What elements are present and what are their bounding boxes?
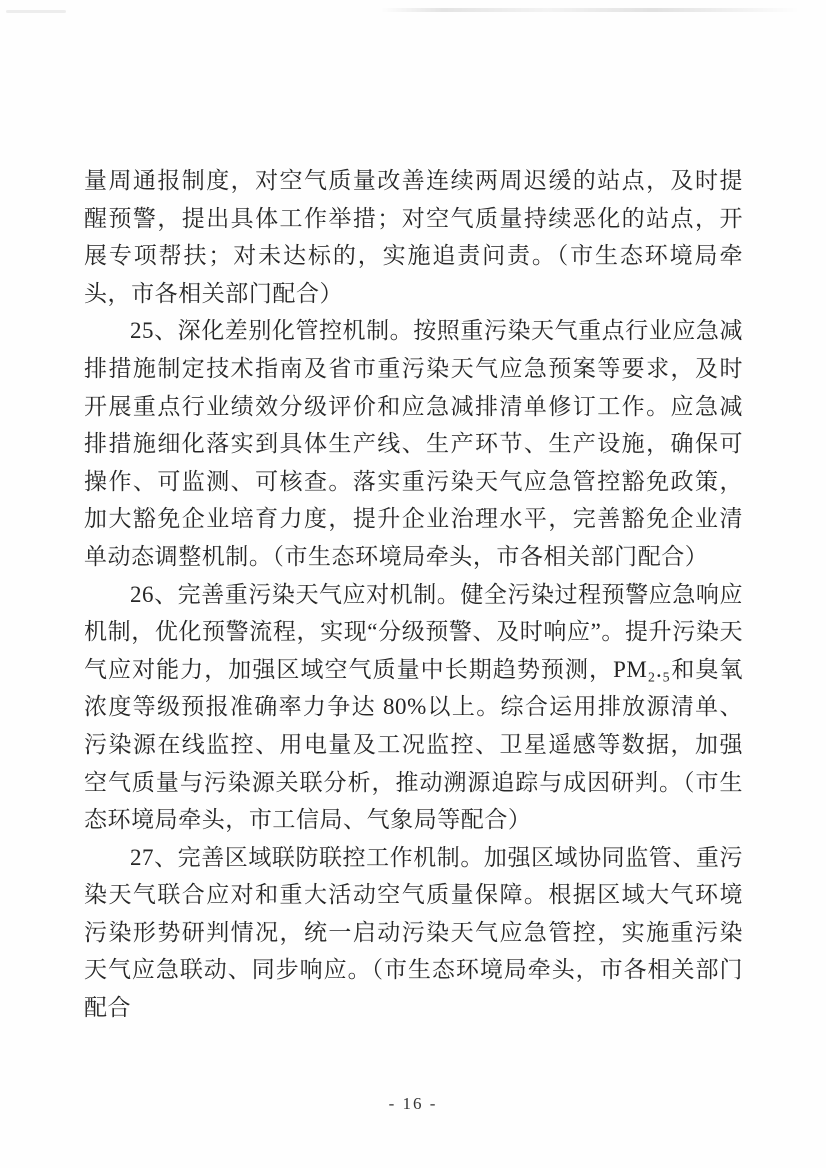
paragraph-item-27: 27、完善区域联防联控工作机制。加强区域协同监管、重污染天气联合应对和重大活动空气质量保障。根据区域大气环境污染形势研判情况，统一启动污染天气应急管控，实施重污染天气应急联动、同步响应。（市生态环境局牵头，市各相关部门配合 — [84, 844, 743, 1021]
paragraph-item-25: 25、深化差别化管控机制。按照重污染天气重点行业应急减排措施制定技术指南及省市重污染天气应急预案等要求，及时开展重点行业绩效分级评价和应急减排清单修订工作。应急减排措施细化落实到具体生产线、生产环节、生产设施，确保可操作、可监测、可核查。落实重污染天气应急管控豁免政策，加大豁免企业培育力度，提升企业治理水平，完善豁免企业清单动态调整机制。（市生态环境局牵头，市各相关部门配合） — [84, 318, 743, 569]
paragraph-continuation: 量周通报制度，对空气质量改善连续两周迟缓的站点，及时提醒预警，提出具体工作举措；对空气质量持续恶化的站点，开展专项帮扶；对未达标的，实施追责问责。（市生态环境局牵头，市各相关部门配合） — [84, 168, 743, 306]
scan-artifact — [380, 8, 800, 12]
page-number: - 16 - — [388, 1094, 438, 1113]
paragraph-item-26: 26、完善重污染天气应对机制。健全污染过程预警应急响应机制，优化预警流程，实现“分级预警、及时响应”。提升污染天气应对能力，加强区域空气质量中长期趋势预测，PM₂.₅和臭氧浓度等级预报准确率力争达 80%以上。综合运用排放源清单、污染源在线监控、用电量及工况监控、卫星遥感等数据，加强空气质量与污染源关联分析，推动溯源追踪与成因研判。（市生态环境局牵头，市工信局、气象局等配合） — [84, 581, 743, 833]
document-body — [84, 162, 743, 1027]
scan-artifact — [6, 10, 66, 13]
